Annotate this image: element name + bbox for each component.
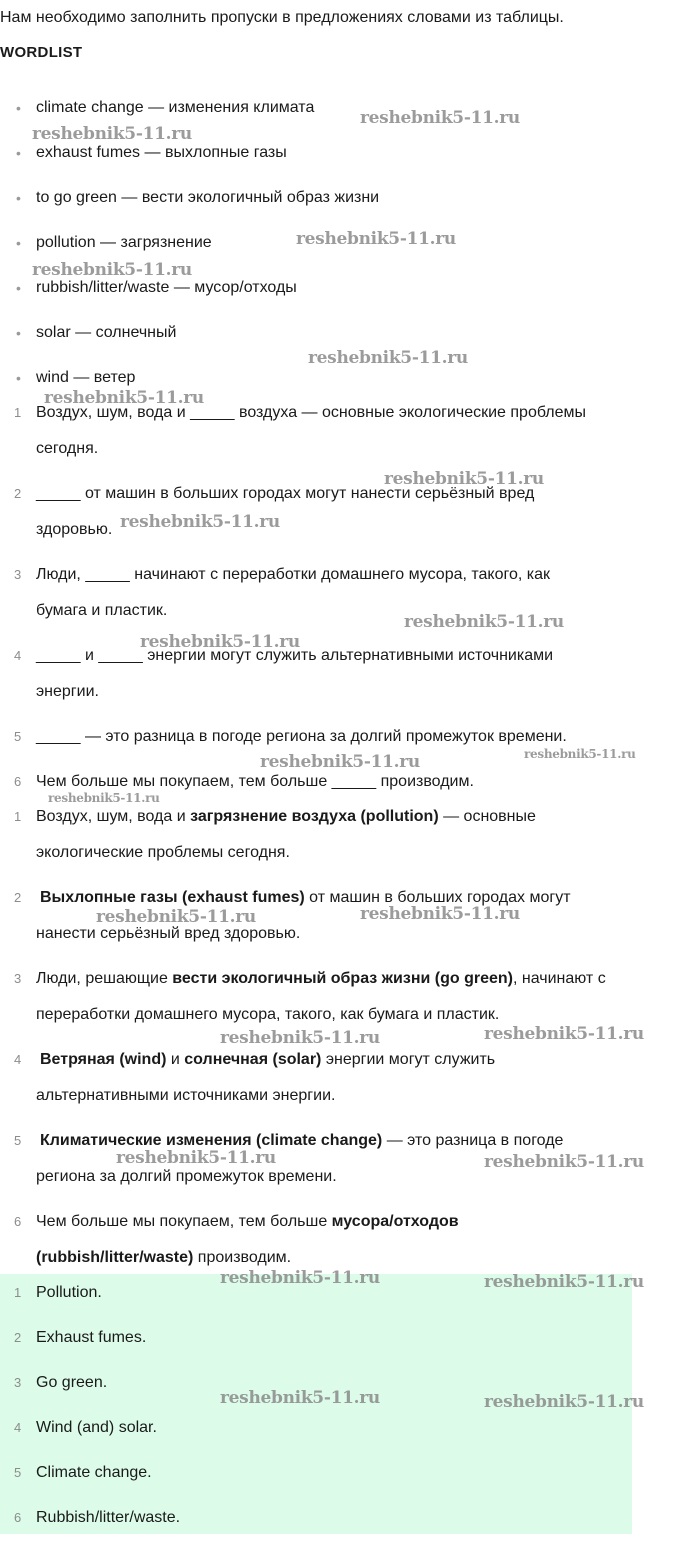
item-number: 3 <box>14 567 22 582</box>
watermark: reshebnik5-11.ru <box>32 260 192 280</box>
watermark: reshebnik5-11.ru <box>484 1392 644 1412</box>
task-line: _____ от машин в больших городах могут нанести серьёзный вред <box>36 485 535 502</box>
answer-highlight: Ветряная (wind) <box>40 1051 167 1068</box>
task-line: Люди, _____ начинают с переработки домашнего мусора, такого, как <box>36 566 551 583</box>
watermark: reshebnik5-11.ru <box>360 108 520 128</box>
watermark: reshebnik5-11.ru <box>44 388 204 408</box>
watermark: reshebnik5-11.ru <box>220 1028 380 1048</box>
intro-text: Нам необходимо заполнить пропуски в предложениях словами из таблицы. <box>0 9 564 26</box>
answer-highlight: солнечная (solar) <box>184 1051 322 1068</box>
watermark: reshebnik5-11.ru <box>384 469 544 489</box>
watermark: reshebnik5-11.ru <box>220 1388 380 1408</box>
task-line: _____ — это разница в погоде региона за долгий промежуток времени. <box>36 728 567 745</box>
item-number: 2 <box>14 1330 22 1345</box>
watermark: reshebnik5-11.ru <box>140 632 300 652</box>
task-line: бумага и пластик. <box>36 602 168 619</box>
bullet-icon: • <box>16 190 21 206</box>
watermark: reshebnik5-11.ru <box>308 348 468 368</box>
item-number: 6 <box>14 774 22 789</box>
item-number: 4 <box>14 1052 22 1067</box>
watermark: reshebnik5-11.ru <box>524 747 636 761</box>
watermark: reshebnik5-11.ru <box>404 612 564 632</box>
watermark: reshebnik5-11.ru <box>484 1024 644 1044</box>
watermark: reshebnik5-11.ru <box>220 1268 380 1288</box>
bullet-icon: • <box>16 370 21 386</box>
watermark: reshebnik5-11.ru <box>296 229 456 249</box>
item-number: 6 <box>14 1510 22 1525</box>
bullet-icon: • <box>16 235 21 251</box>
watermark: reshebnik5-11.ru <box>260 752 420 772</box>
bullet-icon: • <box>16 145 21 161</box>
watermark: reshebnik5-11.ru <box>96 907 256 927</box>
watermark: reshebnik5-11.ru <box>32 124 192 144</box>
item-number: 3 <box>14 971 22 986</box>
watermark: reshebnik5-11.ru <box>120 512 280 532</box>
item-number: 1 <box>14 1285 22 1300</box>
watermark: reshebnik5-11.ru <box>484 1272 644 1292</box>
item-number: 5 <box>14 1465 22 1480</box>
task-line: энергии. <box>36 683 99 700</box>
answer-highlight: Климатические изменения (climate change) <box>40 1132 383 1149</box>
answer-highlight: (rubbish/litter/waste) <box>36 1249 194 1266</box>
task-line: сегодня. <box>36 440 99 457</box>
answer-highlight: загрязнение воздуха (pollution) <box>190 808 439 825</box>
item-number: 2 <box>14 486 22 501</box>
item-number: 2 <box>14 890 22 905</box>
task-line: здоровью. <box>36 521 113 538</box>
watermark: reshebnik5-11.ru <box>360 904 520 924</box>
item-number: 6 <box>14 1214 22 1229</box>
item-number: 4 <box>14 648 22 663</box>
bullet-icon: • <box>16 280 21 296</box>
bullet-icon: • <box>16 325 21 341</box>
task-line: Воздух, шум, вода и _____ воздуха — основные экологические проблемы <box>36 404 587 421</box>
bullet-icon: • <box>16 100 21 116</box>
item-number: 3 <box>14 1375 22 1390</box>
item-number: 1 <box>14 809 22 824</box>
wordlist-heading: WORDLIST <box>0 44 83 61</box>
item-number: 5 <box>14 729 22 744</box>
answer-highlight: мусора/отходов <box>331 1213 459 1230</box>
item-number: 4 <box>14 1420 22 1435</box>
task-line: Чем больше мы покупаем, тем больше _____ производим. <box>36 773 474 790</box>
watermark: reshebnik5-11.ru <box>48 791 160 805</box>
task-line: _____ и _____ энергии могут служить альтернативными источниками <box>36 647 554 664</box>
watermark: reshebnik5-11.ru <box>484 1152 644 1172</box>
item-number: 5 <box>14 1133 22 1148</box>
answer-highlight: вести экологичный образ жизни (go green) <box>172 970 513 987</box>
answer-highlight: Выхлопные газы (exhaust fumes) <box>40 889 305 906</box>
page: Нам необходимо заполнить пропуски в предложениях словами из таблицы. WORDLIST • climate change — изменения климата • exhaust fumes — выхлопные газы • to go green — вести экологичный образ жизни • pollution — загрязнение • rubbish/litter/waste — мусор/отходы • solar — солнечный • wind — ветер 1 Воздух, шум, вода и _____ воздуха — основные экологические проблемы сегодня. 2 _____ от машин в больших городах могут нанести серьёзный вред здоровью. 3 Люди, _____ начинают с переработки домашнего мусора, такого, как бумага и пластик. 4 _____ и _____ энергии могут служить альтернативными источниками энергии. 5 _____ — это разница в погоде региона за долгий промежуток времени. 6 Чем больше мы покупаем, тем больше _____ производим. 1 Воздух, шум, вода и загрязнение воздуха (pollution) — основные экологические проблемы сегодня. 2 Выхлопные газы (exhaust fumes) от машин в больших городах могут нанести серьёзный вред здоровью. 3 Люди, решающие вести экологичный образ жизни (go green), начинают с переработки домашнего мусора, такого, как бумага и пластик. 4 Ветряная (wind) и солнечная (solar) энергии могут служить альтернативными источниками энергии. 5 Климатические изменения (climate change) — это разница в погоде региона за долгий промежуток времени. 6 Чем больше мы покупаем, тем больше мусора/отходов (rubbish/litter/waste) производим. 1 Pollution. 2 Exhaust fumes. 3 Go green. 4 Wind (and) solar. 5 Climate change. 6 Rubbish/litter/waste. reshebnik5-11.ru reshebnik5-11.ru reshebnik5-11.ru reshebnik5-11.ru reshebnik5-11.ru reshebnik5-11.ru reshebnik5-11.ru reshebnik5-11.ru reshebnik5-11.ru reshebnik5-11.ru reshebnik5-11.ru reshebnik5-11.ru reshebnik5-11.ru reshebnik5-11.ru reshebnik5-11.ru reshebnik5-11.ru reshebnik5-11.ru reshebnik5-11.ru reshebnik5-11.ru reshebnik5-11.ru reshebnik5-11.ru reshebnik5-11.ru reshebnik5-11.ru <box>0 0 680 1568</box>
item-number: 1 <box>14 405 22 420</box>
watermark: reshebnik5-11.ru <box>116 1148 276 1168</box>
